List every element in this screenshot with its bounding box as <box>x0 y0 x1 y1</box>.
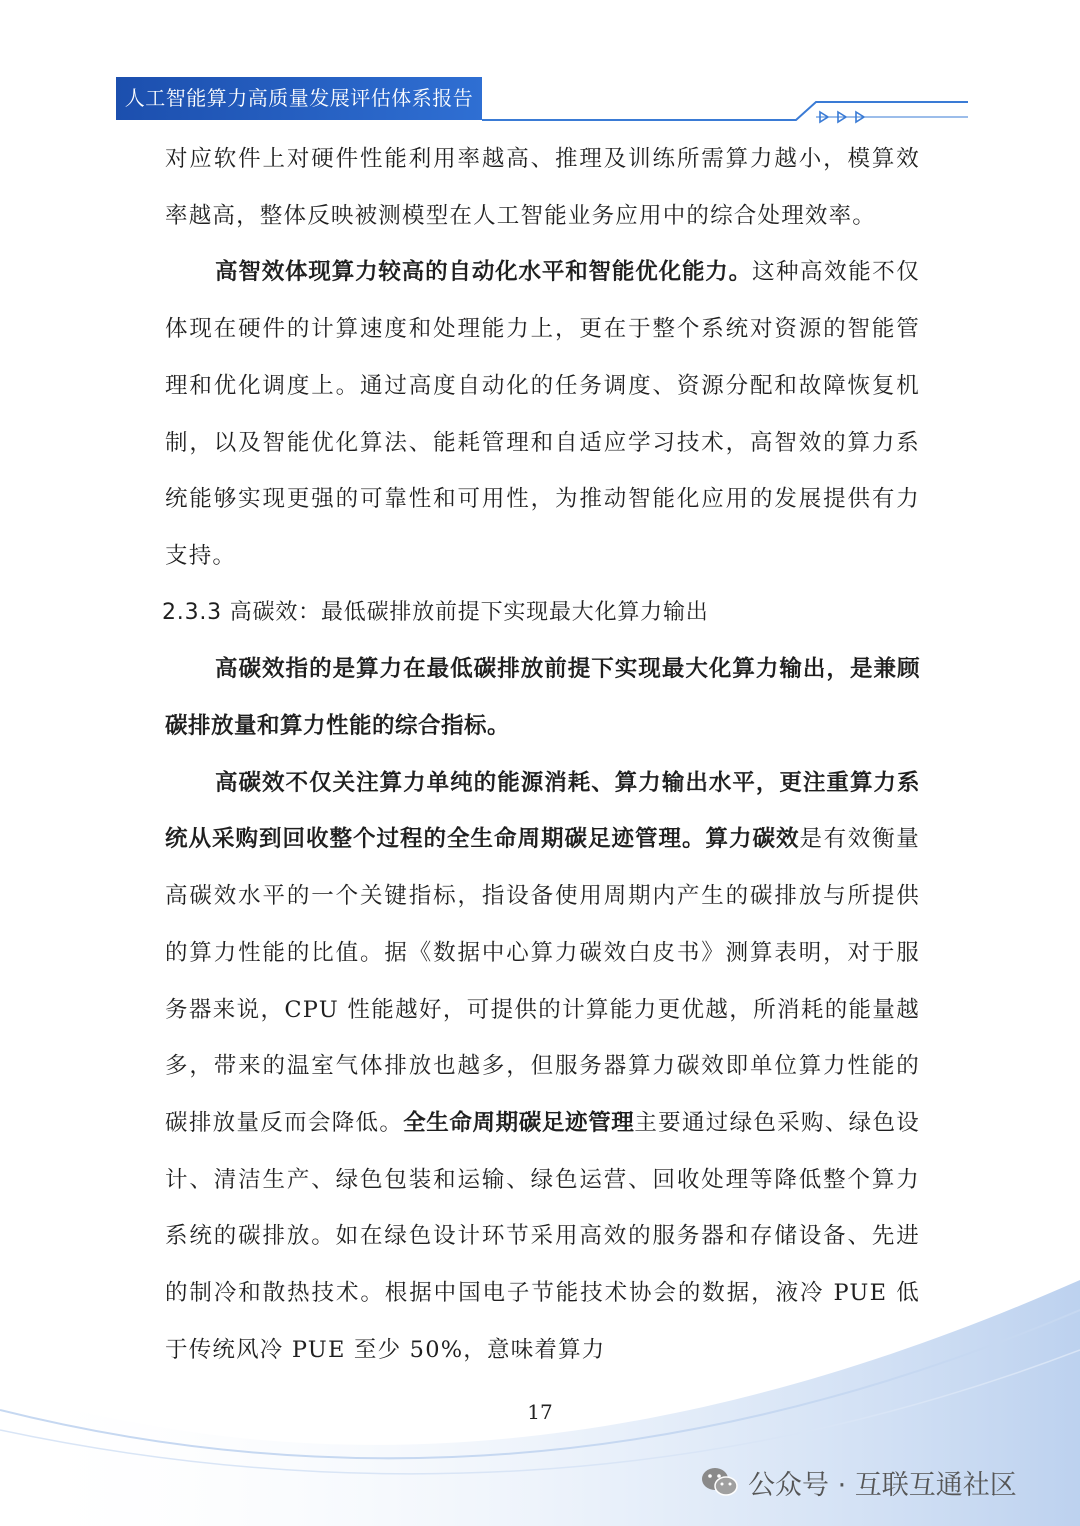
paragraph <box>165 641 920 754</box>
document-body <box>162 131 920 1378</box>
report-title: 人工智能算力高质量发展评估体系报告 <box>124 86 474 110</box>
bold-text-run: 全生命周期碳足迹管理 <box>403 1109 635 1136</box>
paragraph <box>165 131 920 244</box>
header-decoration <box>116 95 976 135</box>
text-run: 是有效衡量高碳效水平的一个关键指标，指设备使用周期内产生的碳排放与所提供的算力性能的比值。据《数据中心算力碳效白皮书》测算表明，对于服务器来说，CPU 性能越好，可提供的计算能力更优越，所消耗的能量越多，带来的温室气体排放也越多，但服务器算力碳效即单位算力性能的碳排放量反而会降低。 <box>165 826 920 1136</box>
text-run: 主要通过绿色采购、绿色设计、清洁生产、绿色包装和运输、绿色运营、回收处理等降低整个算力系统的碳排放。如在绿色设计环节采用高效的服务器和存储设备、先进的制冷和散热技术。根据中国电子节能技术协会的数据，液冷 PUE 低于传统风冷 PUE 至少 50%，意味着算力 <box>165 1109 920 1363</box>
text-run: 对应软件上对硬件性能利用率越高、推理及训练所需算力越小，模算效率越高，整体反映被测模型在人工智能业务应用中的综合处理效率。 <box>165 146 920 229</box>
wechat-watermark <box>700 1462 1017 1502</box>
bold-text-run: 高智效体现算力较高的自动化水平和智能优化能力。 <box>215 259 752 286</box>
page-number: 17 <box>527 1400 553 1424</box>
watermark-text: 公众号 · 互联互通社区 <box>748 1469 1017 1501</box>
section-heading <box>162 585 920 642</box>
bold-text-run: 高碳效指的是算力在最低碳排放前提下实现最大化算力输出，是兼顾碳排放量和算力性能的综合指标。 <box>165 656 920 740</box>
paragraph <box>165 244 920 584</box>
bold-text-run: 算力碳效 <box>705 826 800 853</box>
text-run: 2.3.3 高碳效：最低碳排放前提下实现最大化算力输出 <box>162 599 709 625</box>
bold-text-run: 高碳效不仅关注算力单纯的能源消耗、算力输出水平，更注重算力系统从采购到回收整个过程的全生命周期碳足迹管理。 <box>165 769 920 853</box>
wechat-icon <box>700 1465 740 1499</box>
text-run: 这种高效能不仅体现在硬件的计算速度和处理能力上，更在于整个系统对资源的智能管理和优化调度上。通过高度自动化的任务调度、资源分配和故障恢复机制，以及智能优化算法、能耗管理和自适应学习技术，高智效的算力系统能够实现更强的可靠性和可用性，为推动智能化应用的发展提供有力支持。 <box>165 259 920 569</box>
